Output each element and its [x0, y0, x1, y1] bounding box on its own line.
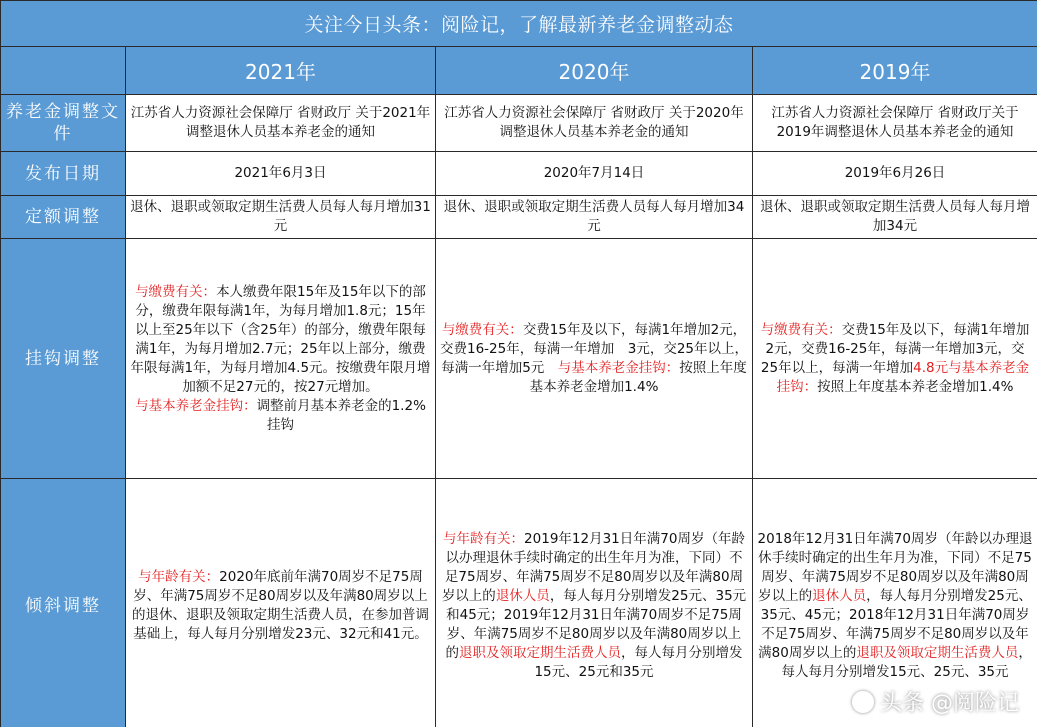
column-header-2020: 2020年	[436, 47, 753, 95]
cell-hook-2019	[753, 239, 1037, 479]
text-age-part2: ，每人每月分别增发25元、35元、45元；2018年12月31日年满70周岁不足75周岁、年满75周岁不足80周岁以及年满80周岁以上的	[758, 587, 1032, 661]
table-row-fixed	[1, 196, 1037, 239]
text-retirees: 退休人员	[495, 587, 550, 604]
header-blank-cell	[1, 47, 126, 95]
table-row-document	[1, 95, 1037, 152]
heading-pension-link: 与基本养老金挂钩：	[135, 397, 257, 414]
text-retirees: 退休人员	[812, 587, 867, 604]
row-label-date: 发布日期	[1, 152, 126, 196]
cell-date-2021: 2021年6月3日	[126, 152, 436, 196]
heading-pension-link: 与基本养老金挂钩：	[557, 359, 680, 376]
watermark-text: 头条 @阅险记	[880, 691, 1019, 716]
cell-fixed-2021: 退休、退职或领取定期生活费人员每人每月增加31元	[126, 196, 436, 239]
text-age-part3: ，每人每月分别增发15元、25元、35元	[781, 644, 1032, 680]
text-pension-link: 按照上年度基本养老金增加1.4%	[817, 378, 1014, 395]
cell-fixed-2020: 退休、退职或领取定期生活费人员每人每月增加34元	[436, 196, 753, 239]
banner-title: 关注今日头条：阅险记，了解最新养老金调整动态	[1, 1, 1037, 47]
heading-contribution: 与缴费有关：	[760, 321, 842, 338]
text-age-part1: 2018年12月31日年满70周岁（年龄以办理退休手续时确定的出生年月为准，下同）不足75周岁、年满75周岁不足80周岁以及年满80周岁以上的	[757, 530, 1033, 604]
heading-pension-link: 与基本养老金挂钩：	[776, 359, 1030, 395]
text-contribution: 交费15年及以下，每满1年增加2元，交费16-25年，每满一年增加3元，交25年以上，每满一年增加	[760, 321, 1030, 376]
heading-contribution: 与缴费有关：	[135, 283, 217, 300]
heading-age: 与年龄有关：	[443, 530, 525, 547]
toutiao-logo-icon	[852, 691, 874, 713]
text-age-part3: ，每人每月分别增发15元、25元和35元	[534, 644, 743, 680]
cell-tilt-2021	[126, 479, 436, 727]
cell-doc-2020: 江苏省人力资源社会保障厅 省财政厅 关于2020年调整退休人员基本养老金的通知	[436, 95, 753, 152]
table-row-hook	[1, 239, 1037, 479]
row-label-fixed: 定额调整	[1, 196, 126, 239]
row-label-tilt: 倾斜调整	[1, 479, 126, 727]
heading-contribution: 与缴费有关：	[441, 321, 523, 338]
row-label-document: 养老金调整文件	[1, 95, 126, 152]
cell-date-2020: 2020年7月14日	[436, 152, 753, 196]
text-resigned-recipients: 退职及领取定期生活费人员	[856, 644, 1019, 661]
text-contribution-amount: 4.8元	[913, 359, 949, 376]
cell-hook-2020	[436, 239, 753, 479]
cell-date-2019: 2019年6月26日	[753, 152, 1037, 196]
text-age-part2: ，每人每月分别增发25元、35元和45元；2019年12月31日年满70周岁不足75周岁、年满75周岁不足80周岁以及年满80周岁以上的	[445, 587, 747, 661]
row-label-hook: 挂钩调整	[1, 239, 126, 479]
column-header-2021: 2021年	[126, 47, 436, 95]
table-row-date	[1, 152, 1037, 196]
cell-tilt-2020	[436, 479, 753, 727]
watermark	[852, 686, 1019, 717]
cell-doc-2021: 江苏省人力资源社会保障厅 省财政厅 关于2021年调整退休人员基本养老金的通知	[126, 95, 436, 152]
column-header-2019: 2019年	[753, 47, 1037, 95]
cell-doc-2019: 江苏省人力资源社会保障厅 省财政厅关于2019年调整退休人员基本养老金的通知	[753, 95, 1037, 152]
heading-age: 与年龄有关：	[138, 568, 220, 585]
cell-fixed-2019: 退休、退职或领取定期生活费人员每人每月增加34元	[753, 196, 1037, 239]
text-pension-link: 调整前月基本养老金的1.2%挂钩	[256, 397, 426, 433]
text-contribution: 本人缴费年限15年及15年以下的部分，缴费年限每满1年，为每月增加1.8元；15年以上至25年以下（含25年）的部分，缴费年限每满1年，为每月增加2.7元；25年以上部分，缴费年限每满1年，为每月增加4.5元。按缴费年限月增加额不足27元的，按27元增加。	[130, 283, 431, 395]
text-resigned-recipients: 退职及领取定期生活费人员	[459, 644, 621, 661]
text-age-part1: 2019年12月31日年满70周岁（年龄以办理退休手续时确定的出生年月为准，下同）不足75周岁、年满75周岁不足80周岁以及年满80周岁以上的	[441, 530, 745, 604]
text-pension-link: 按照上年度基本养老金增加1.4%	[529, 359, 747, 395]
text-age: 2020年底前年满70周岁不足75周岁、年满75周岁不足80周岁以及年满80周岁以上的退休、退职及领取定期生活费人员，在参加普调基础上，每人每月分别增发23元、32元和41元。	[132, 568, 429, 642]
text-contribution: 交费15年及以下，每满1年增加2元，交费16-25年，每满一年增加 3元，交25年以上，每满一年增加5元	[440, 321, 748, 376]
cell-hook-2021	[126, 239, 436, 479]
